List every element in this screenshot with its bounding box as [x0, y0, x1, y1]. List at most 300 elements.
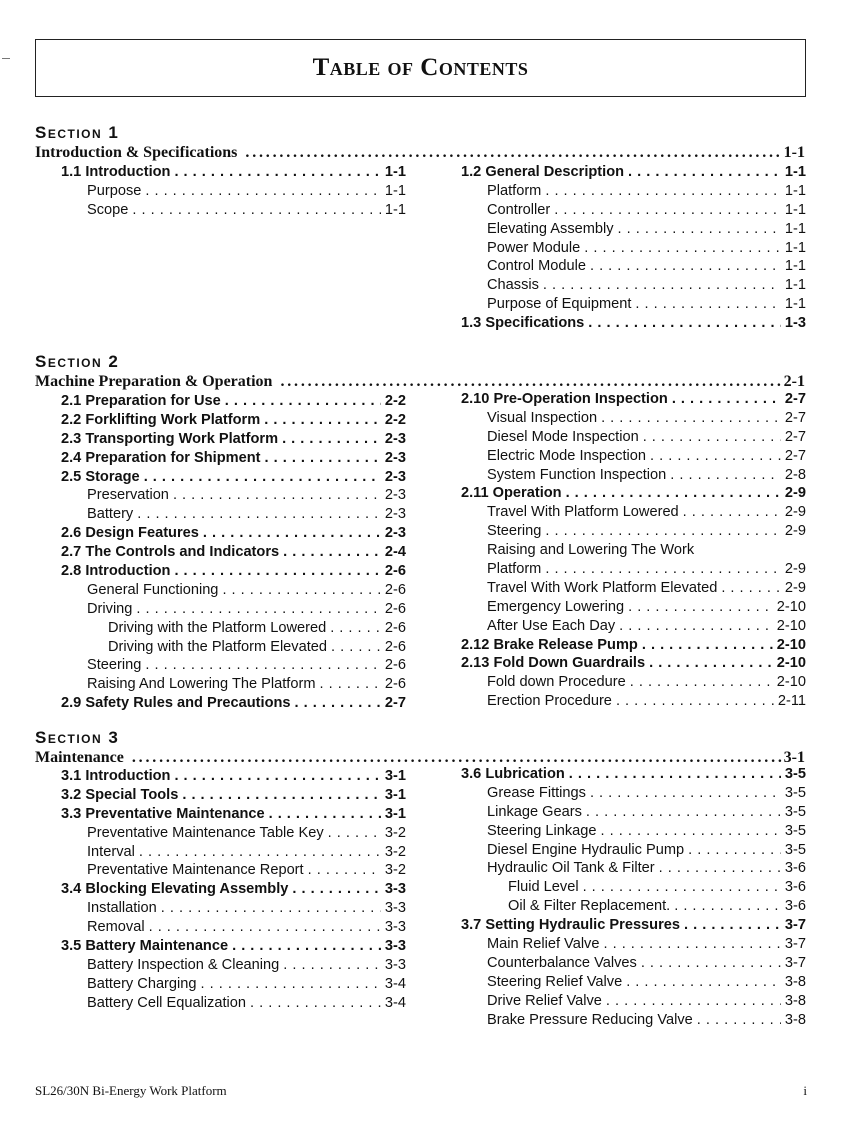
toc-entry[interactable] — [461, 276, 806, 295]
dot-leader — [132, 201, 381, 220]
toc-entry-title: Erection Procedure — [487, 693, 612, 710]
toc-entry-page: 2-3 — [384, 506, 406, 523]
toc-entry-page: 3-3 — [384, 919, 406, 936]
toc-entry-page: 2-3 — [384, 487, 406, 504]
dot-leader — [331, 638, 381, 657]
dot-leader — [139, 843, 381, 862]
toc-entry-page: 3-4 — [384, 975, 406, 992]
toc-entry[interactable] — [461, 541, 806, 560]
toc-entry-title: Elevating Assembly — [487, 220, 614, 237]
toc-entry-page: 3-5 — [784, 822, 806, 839]
toc-entry-title: Counterbalance Valves — [487, 954, 637, 971]
toc-entry-page: 3-3 — [384, 881, 406, 898]
toc-entry[interactable] — [61, 975, 406, 994]
toc-entry-title: 2.5 Storage — [61, 468, 140, 485]
toc-entry-page: 3-5 — [784, 803, 806, 820]
dot-leader — [630, 673, 773, 692]
toc-entry[interactable] — [461, 201, 806, 220]
toc-entry-title: Driving — [87, 600, 133, 617]
toc-entry-page: 2-3 — [384, 449, 406, 466]
toc-entry[interactable] — [461, 295, 806, 314]
toc-entry[interactable] — [61, 824, 406, 843]
toc-entry-title: Steering Linkage — [487, 822, 597, 839]
toc-entry-page: 3-8 — [784, 973, 806, 990]
toc-entry-title: Electric Mode Inspection — [487, 447, 646, 464]
toc-entry-title: 2.4 Preparation for Shipment — [61, 449, 261, 466]
toc-entry-page: 3-4 — [384, 994, 406, 1011]
toc-entry[interactable] — [461, 803, 806, 822]
section-2 — [35, 352, 805, 392]
toc-entry-page: 2-4 — [384, 544, 406, 561]
dot-leader — [161, 899, 381, 918]
toc-entry[interactable] — [461, 784, 806, 803]
section-title: Introduction & Specifications — [35, 144, 238, 161]
toc-entry-page: 1-1 — [784, 239, 806, 256]
dot-leader — [543, 276, 781, 295]
toc-entry-title: Interval — [87, 843, 135, 860]
toc-entry[interactable] — [61, 880, 406, 899]
toc-entry[interactable] — [61, 656, 406, 675]
toc-entry-title: Brake Pressure Reducing Valve — [487, 1011, 693, 1028]
toc-entry-title: Raising And Lowering The Platform — [87, 676, 316, 693]
toc-entry-page: 2-7 — [784, 391, 806, 407]
dot-leader — [688, 841, 781, 860]
toc-entry[interactable] — [461, 673, 806, 692]
margin-mark — [2, 58, 10, 59]
toc-entry[interactable] — [61, 694, 406, 713]
toc-entry-title: Linkage Gears — [487, 803, 582, 820]
toc-entry-title: 2.2 Forklifting Work Platform — [61, 411, 261, 428]
toc-entry-title: Battery — [87, 506, 134, 523]
toc-entry-page: 2-9 — [784, 523, 806, 540]
toc-entry[interactable] — [461, 239, 806, 258]
dot-leader — [683, 503, 781, 522]
toc-entry[interactable] — [461, 636, 806, 655]
toc-entry[interactable] — [461, 503, 806, 522]
toc-entry-title: Diesel Engine Hydraulic Pump — [487, 841, 685, 858]
toc-entry[interactable] — [61, 486, 406, 505]
toc-entry-page: 3-2 — [384, 862, 406, 879]
section-title-line[interactable] — [35, 143, 805, 163]
dot-leader — [628, 598, 773, 617]
toc-entry-title: Control Module — [487, 258, 586, 275]
toc-entry-title: System Function Inspection — [487, 466, 667, 483]
toc-entry[interactable] — [61, 994, 406, 1013]
toc-entry[interactable] — [461, 314, 806, 333]
toc-entry[interactable] — [461, 765, 806, 784]
dot-leader — [295, 694, 381, 713]
dot-leader — [674, 897, 781, 916]
section-page: 1-1 — [783, 144, 805, 161]
toc-entry-page: 2-10 — [776, 598, 806, 615]
dot-leader — [269, 805, 381, 824]
dot-leader — [641, 954, 781, 973]
toc-entry[interactable] — [461, 522, 806, 541]
dot-leader — [225, 392, 381, 411]
section-page: 2-1 — [783, 373, 805, 390]
toc-entry-title: 3.5 Battery Maintenance — [61, 938, 229, 955]
toc-entry-page: 3-7 — [784, 936, 806, 953]
toc-entry-title: 2.7 The Controls and Indicators — [61, 544, 280, 561]
toc-entry-page: 3-6 — [784, 860, 806, 877]
toc-entry-page: 3-2 — [384, 843, 406, 860]
dot-leader — [149, 918, 381, 937]
toc-entry-title: Diesel Mode Inspection — [487, 428, 639, 445]
dot-leader — [721, 579, 781, 598]
toc-entry-title: 2.10 Pre-Operation Inspection — [461, 391, 668, 407]
section-1 — [35, 123, 805, 163]
toc-entry-page: 3-5 — [784, 841, 806, 858]
toc-entry[interactable] — [461, 182, 806, 201]
section-heading: Section 2 — [35, 352, 120, 371]
dot-leader — [586, 803, 781, 822]
dot-leader — [616, 692, 774, 711]
toc-entry-page: 2-7 — [784, 409, 806, 426]
toc-entry-page: 1-1 — [784, 296, 806, 313]
toc-entry[interactable] — [61, 524, 406, 543]
toc-entry-title: Installation — [87, 900, 157, 917]
toc-entry[interactable] — [461, 484, 806, 503]
toc-entry-title: Oil & Filter Replacement. — [508, 898, 671, 915]
toc-entry-title: 3.1 Introduction — [61, 768, 171, 784]
toc-entry[interactable] — [461, 1011, 806, 1030]
dot-leader — [566, 484, 781, 503]
toc-entry[interactable] — [461, 579, 806, 598]
toc-entry-title: 1.2 General Description — [461, 164, 625, 180]
section-2-right-column — [461, 390, 806, 711]
footer-page-number: i — [803, 1083, 807, 1098]
toc-entry[interactable] — [461, 692, 806, 711]
toc-entry-title: Platform — [487, 561, 542, 578]
toc-entry[interactable] — [461, 447, 806, 466]
toc-entry[interactable] — [61, 843, 406, 862]
toc-entry-page: 2-7 — [784, 447, 806, 464]
toc-entry-title: 2.3 Transporting Work Platform — [61, 430, 279, 447]
dot-leader — [174, 163, 380, 182]
toc-entry-page: 1-1 — [784, 258, 806, 275]
toc-entry-page: 3-1 — [384, 805, 406, 822]
toc-entry-title: Platform — [487, 182, 542, 199]
dot-leader — [554, 201, 781, 220]
toc-entry-page: 2-2 — [384, 393, 406, 409]
section-2-left-column — [61, 392, 406, 713]
dot-leader — [601, 822, 781, 841]
toc-entry[interactable] — [461, 935, 806, 954]
section-title: Maintenance — [35, 749, 124, 766]
toc-entry-page: 2-6 — [384, 619, 406, 636]
toc-entry-page: 2-8 — [784, 466, 806, 483]
toc-entry-title: Controller — [487, 201, 551, 218]
toc-entry[interactable] — [461, 617, 806, 636]
dot-leader — [222, 581, 380, 600]
toc-entry-title: Scope — [87, 201, 129, 218]
toc-entry[interactable] — [61, 918, 406, 937]
toc-entry-page: 2-6 — [384, 563, 406, 580]
toc-entry-title: Power Module — [487, 239, 581, 256]
toc-entry-title: Battery Cell Equalization — [87, 994, 246, 1011]
toc-entry-page: 2-7 — [384, 695, 406, 712]
dot-leader — [601, 409, 781, 428]
dot-leader — [308, 861, 381, 880]
toc-entry-title: After Use Each Day — [487, 617, 616, 634]
toc-entry-title: Purpose of Equipment — [487, 296, 632, 313]
toc-entry-page: 2-6 — [384, 676, 406, 693]
toc-entry-page: 1-1 — [784, 277, 806, 294]
toc-entry[interactable] — [61, 861, 406, 880]
section-heading: Section 3 — [35, 728, 120, 747]
toc-entry[interactable] — [61, 619, 406, 638]
toc-entry-title: 2.1 Preparation for Use — [61, 393, 221, 409]
dot-leader — [283, 543, 381, 562]
dot-leader — [137, 505, 381, 524]
toc-entry-title: Steering — [487, 523, 542, 540]
toc-entry-page: 3-6 — [784, 898, 806, 915]
toc-entry-page: 3-7 — [784, 954, 806, 971]
toc-entry[interactable] — [461, 878, 806, 897]
toc-entry-page: 3-1 — [384, 768, 406, 784]
toc-entry-page: 2-6 — [384, 638, 406, 655]
toc-entry-title: Visual Inspection — [487, 409, 598, 426]
toc-entry[interactable] — [461, 163, 806, 182]
dot-leader — [618, 220, 781, 239]
toc-entry-page: 2-6 — [384, 657, 406, 674]
dot-leader — [626, 973, 781, 992]
toc-entry[interactable] — [61, 182, 406, 201]
toc-entry[interactable] — [461, 841, 806, 860]
toc-entry-title: 3.6 Lubrication — [461, 766, 565, 782]
dot-leader — [659, 859, 781, 878]
toc-entry-title: Travel With Platform Lowered — [487, 504, 679, 521]
footer-document-title: SL26/30N Bi-Energy Work Platform — [35, 1083, 227, 1098]
page-footer — [35, 1083, 807, 1099]
dot-leader — [545, 182, 781, 201]
dot-leader — [603, 935, 780, 954]
toc-entry-page: 2-9 — [784, 485, 806, 502]
toc-entry-page: 3-2 — [384, 824, 406, 841]
section-title-line[interactable] — [35, 372, 805, 392]
toc-entry-page: 2-3 — [384, 468, 406, 485]
toc-entry[interactable] — [61, 899, 406, 918]
dot-leader — [201, 975, 381, 994]
dot-leader — [292, 880, 381, 899]
toc-entry-title: 3.2 Special Tools — [61, 786, 179, 803]
toc-entry[interactable] — [61, 562, 406, 581]
section-3 — [35, 728, 805, 768]
toc-entry-title: Chassis — [487, 277, 539, 294]
toc-entry-page: 1-1 — [384, 164, 406, 180]
section-title: Machine Preparation & Operation — [35, 373, 273, 390]
toc-entry-title: Fluid Level — [508, 879, 579, 896]
section-1-left-column — [61, 163, 406, 220]
toc-entry-page: 2-9 — [784, 561, 806, 578]
dot-leader — [628, 163, 781, 182]
toc-entry[interactable] — [461, 954, 806, 973]
section-heading: Section 1 — [35, 123, 120, 142]
toc-entry-title: Battery Charging — [87, 975, 197, 992]
toc-entry-title: 2.11 Operation — [461, 485, 562, 502]
toc-entry[interactable] — [61, 600, 406, 619]
toc-entry-title: Battery Inspection & Cleaning — [87, 956, 280, 973]
toc-entry-title: 2.13 Fold Down Guardrails — [461, 655, 646, 672]
toc-entry[interactable] — [461, 466, 806, 485]
dot-leader — [643, 428, 781, 447]
toc-entry[interactable] — [61, 937, 406, 956]
toc-entry[interactable] — [61, 449, 406, 468]
toc-entry-page: 2-6 — [384, 600, 406, 617]
toc-entry-page: 2-9 — [784, 579, 806, 596]
toc-entry[interactable] — [61, 411, 406, 430]
dot-leader — [642, 636, 773, 655]
toc-entry[interactable] — [61, 543, 406, 562]
toc-entry-page: 1-1 — [784, 182, 806, 199]
dot-leader — [144, 468, 381, 487]
toc-entry-title: Purpose — [87, 182, 142, 199]
page-title: Table of Contents — [312, 54, 529, 81]
dot-leader — [697, 1011, 781, 1030]
toc-entry-page: 2-10 — [776, 617, 806, 634]
toc-entry-page: 2-7 — [784, 428, 806, 445]
dot-leader — [650, 447, 781, 466]
toc-entry-title: Removal — [87, 919, 145, 936]
toc-entry[interactable] — [461, 390, 806, 409]
dot-leader — [250, 994, 381, 1013]
toc-entry[interactable] — [461, 916, 806, 935]
toc-entry[interactable] — [61, 805, 406, 824]
toc-entry-title: Preventative Maintenance Table Key — [87, 824, 324, 841]
toc-entry[interactable] — [461, 428, 806, 447]
toc-entry-title: Raising and Lowering The Work — [487, 542, 695, 559]
toc-entry-page: 3-1 — [384, 786, 406, 803]
toc-entry[interactable] — [61, 468, 406, 487]
toc-entry-title: Preventative Maintenance Report — [87, 862, 304, 879]
dot-leader — [590, 784, 781, 803]
toc-entry-title: Main Relief Valve — [487, 936, 600, 953]
toc-entry[interactable] — [61, 163, 406, 182]
toc-entry-page: 2-10 — [776, 655, 806, 672]
toc-entry[interactable] — [61, 430, 406, 449]
dot-leader — [265, 449, 381, 468]
toc-entry-page: 1-1 — [784, 164, 806, 180]
toc-entry-title: Driving with the Platform Elevated — [108, 638, 327, 655]
dot-leader — [182, 786, 381, 805]
toc-entry-title: 1.1 Introduction — [61, 164, 171, 180]
toc-entry-title: 2.8 Introduction — [61, 563, 171, 580]
dot-leader — [280, 372, 781, 392]
toc-entry-page: 1-3 — [784, 315, 806, 332]
dot-leader — [264, 411, 381, 430]
toc-entry[interactable] — [461, 822, 806, 841]
dot-leader — [569, 765, 781, 784]
toc-entry[interactable] — [61, 201, 406, 220]
toc-entry-title: Fold down Procedure — [487, 674, 626, 691]
toc-entry-page: 1-1 — [784, 201, 806, 218]
toc-entry-page: 3-8 — [784, 1011, 806, 1028]
toc-entry[interactable] — [461, 257, 806, 276]
toc-entry-page: 2-3 — [384, 430, 406, 447]
toc-entry-title: 3.4 Blocking Elevating Assembly — [61, 881, 289, 898]
dot-leader — [619, 617, 773, 636]
toc-entry[interactable] — [61, 956, 406, 975]
toc-entry[interactable] — [461, 220, 806, 239]
toc-entry-page: 3-5 — [784, 766, 806, 782]
toc-entry-title: Steering Relief Valve — [487, 973, 623, 990]
dot-leader — [145, 182, 381, 201]
dot-leader — [588, 314, 781, 333]
toc-entry-page: 2-11 — [777, 693, 806, 710]
toc-entry-title: Driving with the Platform Lowered — [108, 619, 327, 636]
dot-leader — [203, 524, 381, 543]
dot-leader — [320, 675, 381, 694]
toc-entry-title: 3.7 Setting Hydraulic Pressures — [461, 917, 680, 934]
toc-entry[interactable] — [461, 654, 806, 673]
toc-entry[interactable] — [461, 992, 806, 1011]
toc-entry[interactable] — [61, 505, 406, 524]
toc-entry[interactable] — [61, 638, 406, 657]
dot-leader — [136, 600, 380, 619]
toc-entry-title: 2.9 Safety Rules and Precautions — [61, 695, 291, 712]
dot-leader — [174, 562, 380, 581]
toc-entry-title: General Functioning — [87, 581, 219, 598]
title-box — [35, 39, 806, 97]
toc-entry-page: 1-1 — [384, 201, 406, 218]
toc-entry-page: 1-1 — [384, 182, 406, 199]
toc-entry[interactable] — [461, 409, 806, 428]
toc-entry[interactable] — [461, 859, 806, 878]
toc-entry[interactable] — [61, 581, 406, 600]
dot-leader — [174, 767, 380, 786]
toc-entry-title: Hydraulic Oil Tank & Filter — [487, 860, 655, 877]
toc-entry-title: 2.6 Design Features — [61, 525, 199, 542]
toc-entry-page: 3-3 — [384, 938, 406, 955]
toc-entry[interactable] — [461, 973, 806, 992]
toc-entry-title: 3.3 Preventative Maintenance — [61, 805, 265, 822]
toc-entry-page: 2-3 — [384, 525, 406, 542]
toc-entry-page: 3-8 — [784, 992, 806, 1009]
dot-leader — [606, 992, 781, 1011]
toc-entry[interactable] — [461, 897, 806, 916]
dot-leader — [583, 878, 781, 897]
dot-leader — [590, 257, 781, 276]
toc-entry[interactable] — [461, 598, 806, 617]
dot-leader — [672, 390, 781, 409]
toc-entry[interactable] — [61, 767, 406, 786]
section-1-right-column — [461, 163, 806, 333]
toc-entry-page: 3-5 — [784, 784, 806, 801]
toc-entry-title: Drive Relief Valve — [487, 992, 602, 1009]
toc-entry[interactable] — [61, 675, 406, 694]
toc-entry-page: 2-10 — [776, 674, 806, 691]
dot-leader — [145, 656, 381, 675]
dot-leader — [635, 295, 781, 314]
toc-entry-title: 1.3 Specifications — [461, 315, 585, 332]
dot-leader — [232, 937, 381, 956]
dot-leader — [584, 239, 781, 258]
section-3-left-column — [61, 767, 406, 1013]
dot-leader — [545, 522, 781, 541]
toc-entry-page: 3-3 — [384, 956, 406, 973]
dot-leader — [328, 824, 381, 843]
toc-entry-page: 2-9 — [784, 504, 806, 521]
toc-entry-title: Emergency Lowering — [487, 598, 625, 615]
toc-entry[interactable] — [461, 560, 806, 579]
dot-leader — [283, 956, 381, 975]
toc-entry[interactable] — [61, 786, 406, 805]
dot-leader — [545, 560, 781, 579]
toc-entry-title: Grease Fittings — [487, 784, 586, 801]
dot-leader — [282, 430, 381, 449]
section-page: 3-1 — [783, 749, 805, 766]
toc-entry[interactable] — [61, 392, 406, 411]
